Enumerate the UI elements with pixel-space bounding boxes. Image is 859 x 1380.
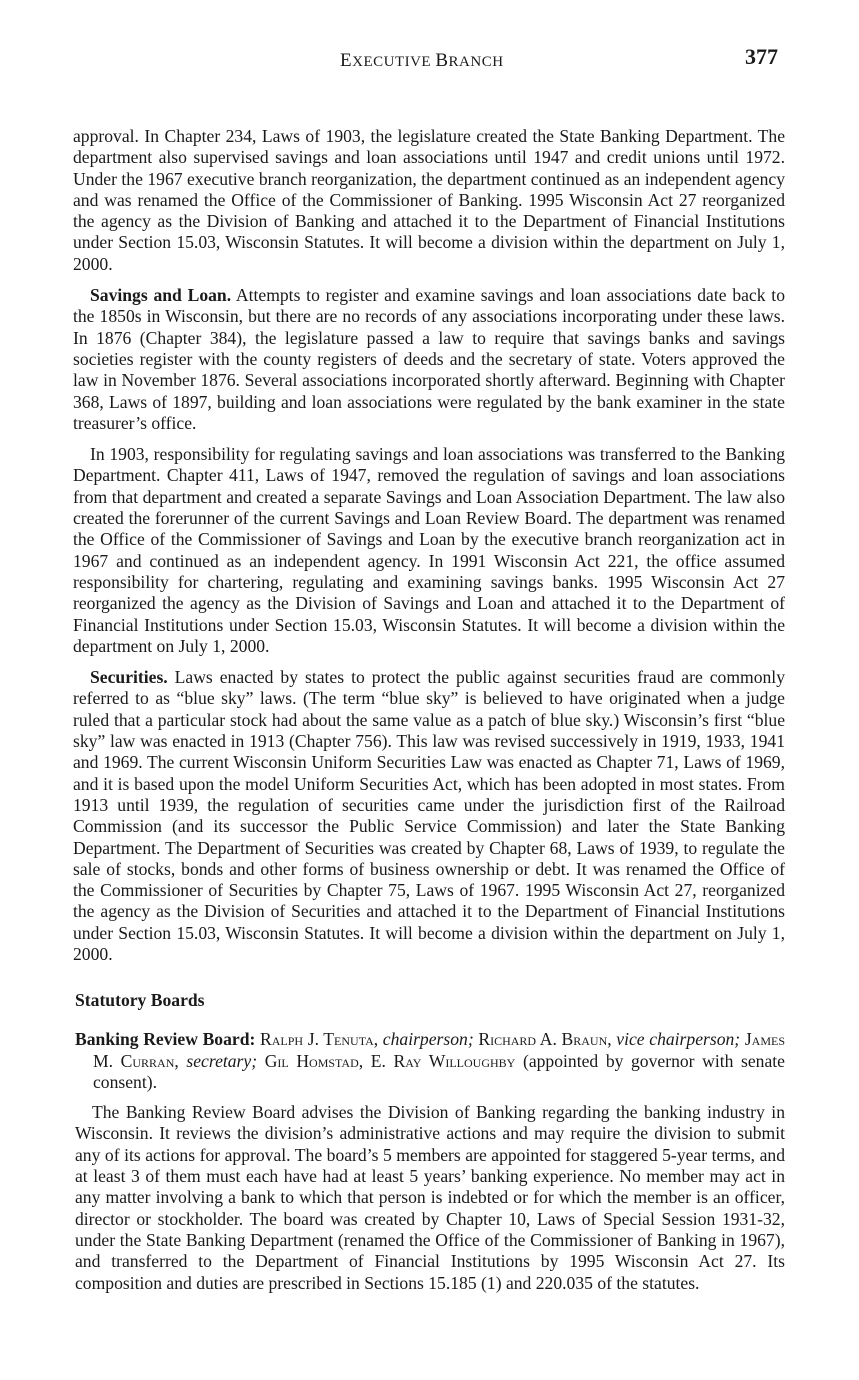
- board-heading: Banking Review Board: Ralph J. Tenuta, chairperson; Richard A. Braun, vice chairperson; James M. Curran, secretary; Gil Homstad, E. Ray Willoughby (appointed by governor with senate consent).: [75, 1029, 785, 1092]
- member-role: vice chairperson;: [616, 1029, 741, 1050]
- paragraph-savings-and-loan: Savings and Loan. Attempts to register and examine savings and loan associations date back to the 1850s in Wisconsin, but there are no records of any associations incorporating under these laws. In 1876 (Chapter 384), the legislature passed a law to require that savings banks and savings societies register with the county registers of deeds and the secretary of state. Voters approved the law in November 1876. Several associations incorporated shortly afterward. Beginning with Chapter 368, Laws of 1897, building and loan associations were regulated by the bank examiner in the state treasurer’s office.: [73, 285, 785, 433]
- run-in-heading: Securities.: [90, 667, 168, 688]
- paragraph-securities: Securities. Laws enacted by states to protect the public against securities fraud are commonly referred to as “blue sky” laws. (The term “blue sky” is believed to have originated when a judge ruled that a particular stock had about the same value as a patch of blue sky.) Wisconsin’s first “blue sky” law was enacted in 1913 (Chapter 756). This law was revised successively in 1919, 1933, 1941 and 1969. The current Wisconsin Uniform Securities Law was enacted as Chapter 71, Laws of 1969, and it is based upon the model Uniform Securities Act, which has been adopted in most states. From 1913 until 1939, the regulation of securities came under the jurisdiction first of the Railroad Commission (and its successor the Public Service Commission) and later the State Banking Department. The Department of Securities was created by Chapter 68, Laws of 1939, to regulate the sale of stocks, bonds and other forms of business ownership or debt. It was renamed the Office of the Commissioner of Securities by Chapter 75, Laws of 1967. 1995 Wisconsin Act 27, reorganized the agency as the Division of Securities and attached it to the Department of Financial Institutions under Section 15.03, Wisconsin Statutes. It will become a division within the department on July 1, 2000.: [73, 667, 785, 964]
- section-heading: Statutory Boards: [75, 990, 205, 1011]
- member-role: chairperson;: [382, 1029, 474, 1050]
- board-title: Banking Review Board:: [75, 1029, 256, 1050]
- page-content: [73, 126, 785, 1294]
- member-name: James M. Curran: [93, 1029, 785, 1071]
- run-in-heading: Savings and Loan.: [90, 285, 232, 306]
- paragraph-savings-and-loan-history: In 1903, responsibility for regulating savings and loan associations was transferred to the Banking Department. Chapter 411, Laws of 1947, removed the regulation of savings and loan associations from that department and created a separate Savings and Loan Association Department. The law also created the forerunner of the current Savings and Loan Review Board. The department was renamed the Office of the Commissioner of Savings and Loan by the executive branch reorganization act in 1967 and continued as an independent agency. In 1991 Wisconsin Act 221, the office assumed responsibility for chartering, regulating and examining savings banks. 1995 Wisconsin Act 27 reorganized the agency as the Division of Savings and Loan and attached it to the Department of Financial Institutions under Section 15.03, Wisconsin Statutes. It will become a division within the department on July 1, 2000.: [73, 444, 785, 656]
- member-name: Gil Homstad, E. Ray Willoughby: [264, 1050, 516, 1071]
- member-name: Richard A. Braun: [478, 1029, 608, 1050]
- page-header: [0, 44, 859, 74]
- member-role: secretary;: [186, 1050, 258, 1071]
- board-entry: [73, 1029, 785, 1294]
- member-name: Ralph J. Tenuta: [260, 1029, 374, 1050]
- running-head: EXECUTIVE BRANCH: [340, 50, 504, 71]
- appointment-note: (appointed by governor with senate consent).: [93, 1050, 785, 1092]
- board-description: The Banking Review Board advises the Division of Banking regarding the banking industry in Wisconsin. It reviews the division’s administrative actions and may require the division to submit any of its actions for approval. The board’s 5 members are appointed for staggered 5-year terms, and at least 3 of them must each have had at least 5 years’ banking experience. No member may act in any matter involving a bank to which that person is indebted or for which the member is an officer, director or stockholder. The board was created by Chapter 10, Laws of Special Session 1931-32, under the State Banking Department (renamed the Office of the Commissioner of Banking in 1967), and transferred to the Department of Financial Institutions by 1995 Wisconsin Act 27. Its composition and duties are prescribed in Sections 15.185 (1) and 220.035 of the statutes.: [75, 1102, 785, 1293]
- paragraph-banking-continued: approval. In Chapter 234, Laws of 1903, the legislature created the State Banking Department. The department also supervised savings and loan associations until 1947 and credit unions until 1972. Under the 1967 executive branch reorganization, the department continued as an independent agency and was renamed the Office of the Commissioner of Banking. 1995 Wisconsin Act 27 reorganized the agency as the Division of Banking and attached it to the Department of Financial Institutions under Section 15.03, Wisconsin Statutes. It will become a division within the department on July 1, 2000.: [73, 126, 785, 274]
- page-number: 377: [745, 44, 778, 69]
